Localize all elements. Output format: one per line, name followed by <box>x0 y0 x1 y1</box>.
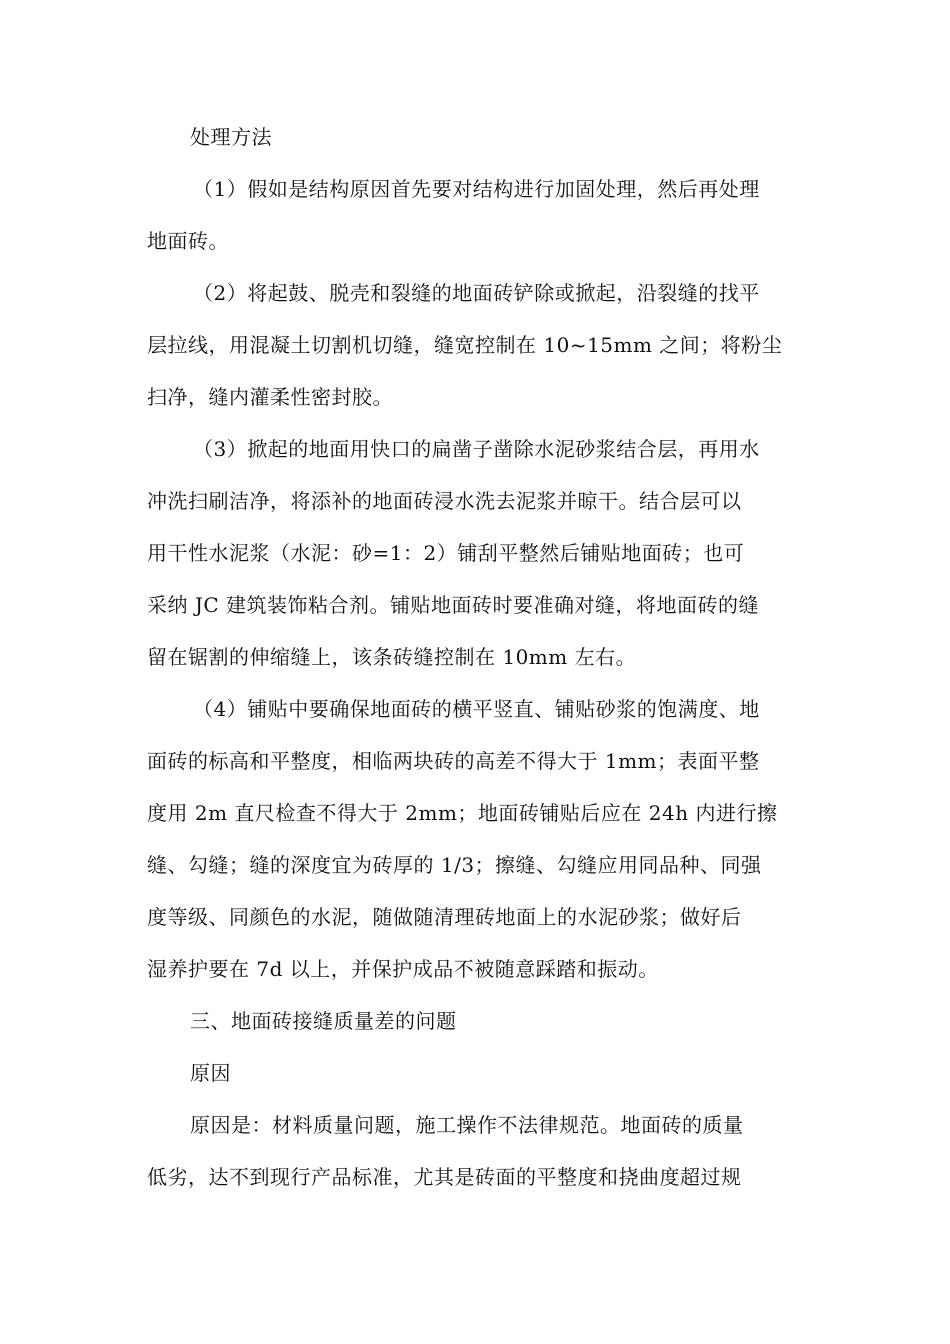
paragraph-line: （3）掀起的地面用快口的扁凿子凿除水泥砂浆结合层，再用水 <box>193 437 760 461</box>
paragraph-line: （1）假如是结构原因首先要对结构进行加固处理，然后再处理 <box>193 177 760 201</box>
paragraph-line: 层拉线，用混凝土切割机切缝，缝宽控制在 10~15mm 之间；将粉尘 <box>147 333 783 357</box>
paragraph-line: 原因是：材料质量问题，施工操作不法律规范。地面砖的质量 <box>190 1113 744 1137</box>
paragraph-line: 面砖的标高和平整度，相临两块砖的高差不得大于 1mm；表面平整 <box>147 749 760 773</box>
paragraph-line: 采纳 JC 建筑装饰粘合剂。铺贴地面砖时要准确对缝，将地面砖的缝 <box>147 593 760 617</box>
section-heading: 三、地面砖接缝质量差的问题 <box>190 1009 457 1033</box>
paragraph-line: 湿养护要在 7d 以上，并保护成品不被随意踩踏和振动。 <box>147 957 659 981</box>
paragraph-line: 用干性水泥浆（水泥：砂=1：2）铺刮平整然后铺贴地面砖；也可 <box>147 541 745 565</box>
paragraph-line: 度等级、同颜色的水泥，随做随清理砖地面上的水泥砂浆；做好后 <box>147 905 742 929</box>
paragraph-line: 扫净，缝内灌柔性密封胶。 <box>147 385 393 409</box>
paragraph-line: （2）将起鼓、脱壳和裂缝的地面砖铲除或掀起，沿裂缝的找平 <box>193 281 760 305</box>
paragraph-line: 地面砖。 <box>147 229 229 253</box>
paragraph-line: （4）铺贴中要确保地面砖的横平竖直、铺贴砂浆的饱满度、地 <box>193 697 760 721</box>
paragraph-line: 冲洗扫刷洁净，将添补的地面砖浸水洗去泥浆并晾干。结合层可以 <box>147 489 742 513</box>
paragraph-line: 留在锯割的伸缩缝上，该条砖缝控制在 10mm 左右。 <box>147 645 637 669</box>
paragraph-line: 度用 2m 直尺检查不得大于 2mm；地面砖铺贴后应在 24h 内进行擦 <box>147 801 778 825</box>
heading-treatment-method: 处理方法 <box>190 125 272 149</box>
subheading-cause: 原因 <box>190 1061 231 1085</box>
paragraph-line: 低劣，达不到现行产品标准，尤其是砖面的平整度和挠曲度超过规 <box>147 1165 742 1189</box>
paragraph-line: 缝、勾缝；缝的深度宜为砖厚的 1/3；擦缝、勾缝应用同品种、同强 <box>147 853 762 877</box>
